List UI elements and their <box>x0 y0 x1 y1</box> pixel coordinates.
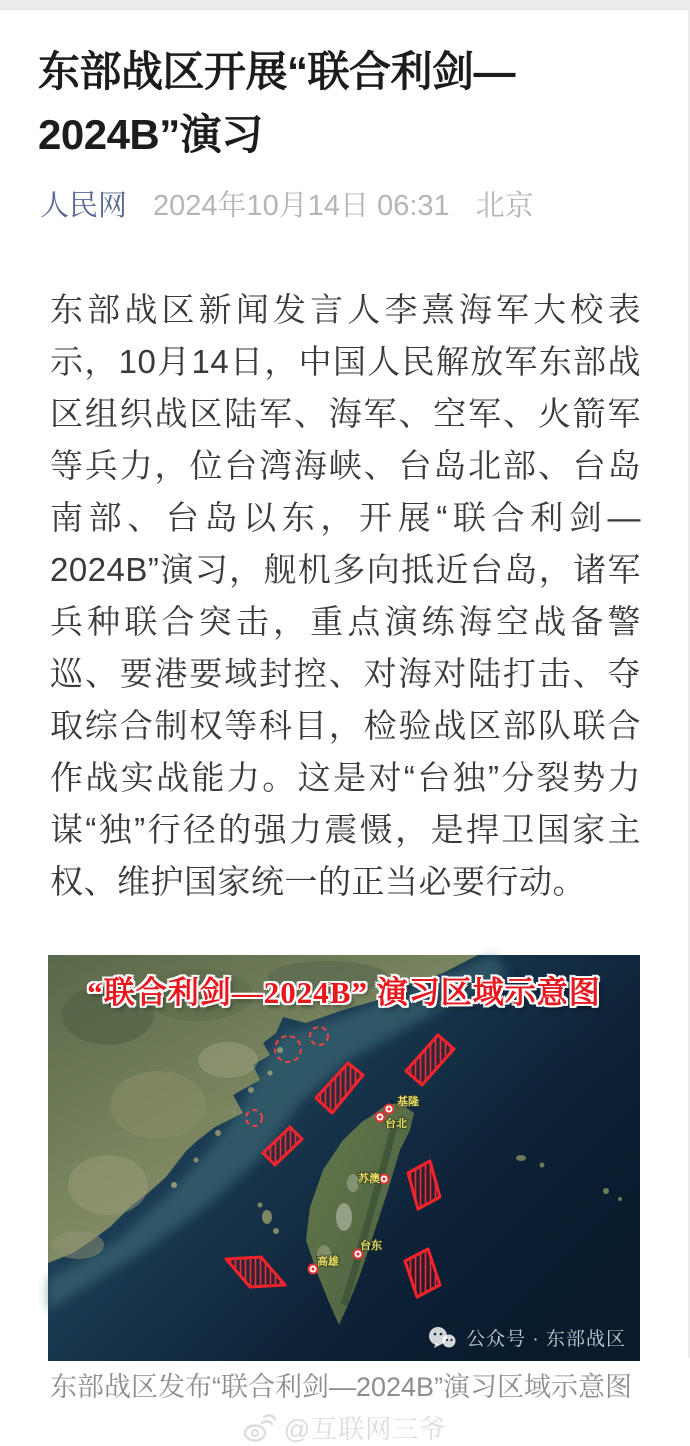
city-label: 高雄 <box>317 1256 339 1268</box>
publish-date: 2024年10月14日 06:31 <box>153 190 450 222</box>
exercise-map-figure[interactable] <box>48 955 640 1361</box>
city-label: 苏澳 <box>358 1173 380 1185</box>
city-marker-dot <box>311 1267 314 1270</box>
weibo-icon <box>242 1413 276 1443</box>
source-link[interactable]: 人民网 <box>40 190 128 222</box>
city-label: 台北 <box>385 1118 407 1130</box>
top-divider <box>0 0 688 10</box>
city-marker-dot <box>356 1252 359 1255</box>
weibo-watermark <box>0 1409 688 1446</box>
byline <box>40 183 650 224</box>
article-body: 东部战区新闻发言人李熹海军大校表示，10月14日，中国人民解放军东部战区组织战区陆军、海军、空军、火箭军等兵力，位台湾海峡、台岛北部、台岛南部、台岛以东，开展“联合利剑—2024B”演习，舰机多向抵近台岛，诸军兵种联合突击，重点演练海空战备警巡、要港要域封控、对海对陆打击、夺取综合制权等科目，检验战区部队联合作战实战能力。这是对“台独”分裂势力谋“独”行径的强力震慑，是捍卫国家主权、维护国家统一的正当必要行动。 <box>50 291 641 900</box>
wechat-icon <box>427 1326 457 1350</box>
map-watermark-label: 公众号 · 东部战区 <box>466 1329 626 1350</box>
image-caption: 东部战区发布“联合利剑—2024B”演习区域示意图 <box>50 1372 633 1402</box>
city-label: 台东 <box>360 1240 382 1252</box>
publish-location: 北京 <box>475 190 534 222</box>
article-title: 东部战区开展“联合利剑—2024B”演习 <box>38 48 516 158</box>
map-title: “联合利剑—2024B” 演习区域示意图 <box>87 975 601 1010</box>
exercise-map-image <box>48 955 640 1361</box>
city-marker-dot <box>382 1177 385 1180</box>
weibo-watermark-text: @互联网三爷 <box>283 1414 447 1444</box>
city-marker-dot <box>378 1115 381 1118</box>
map-watermark <box>427 1324 626 1351</box>
city-marker-dot <box>387 1107 390 1110</box>
city-label: 基隆 <box>397 1096 419 1108</box>
